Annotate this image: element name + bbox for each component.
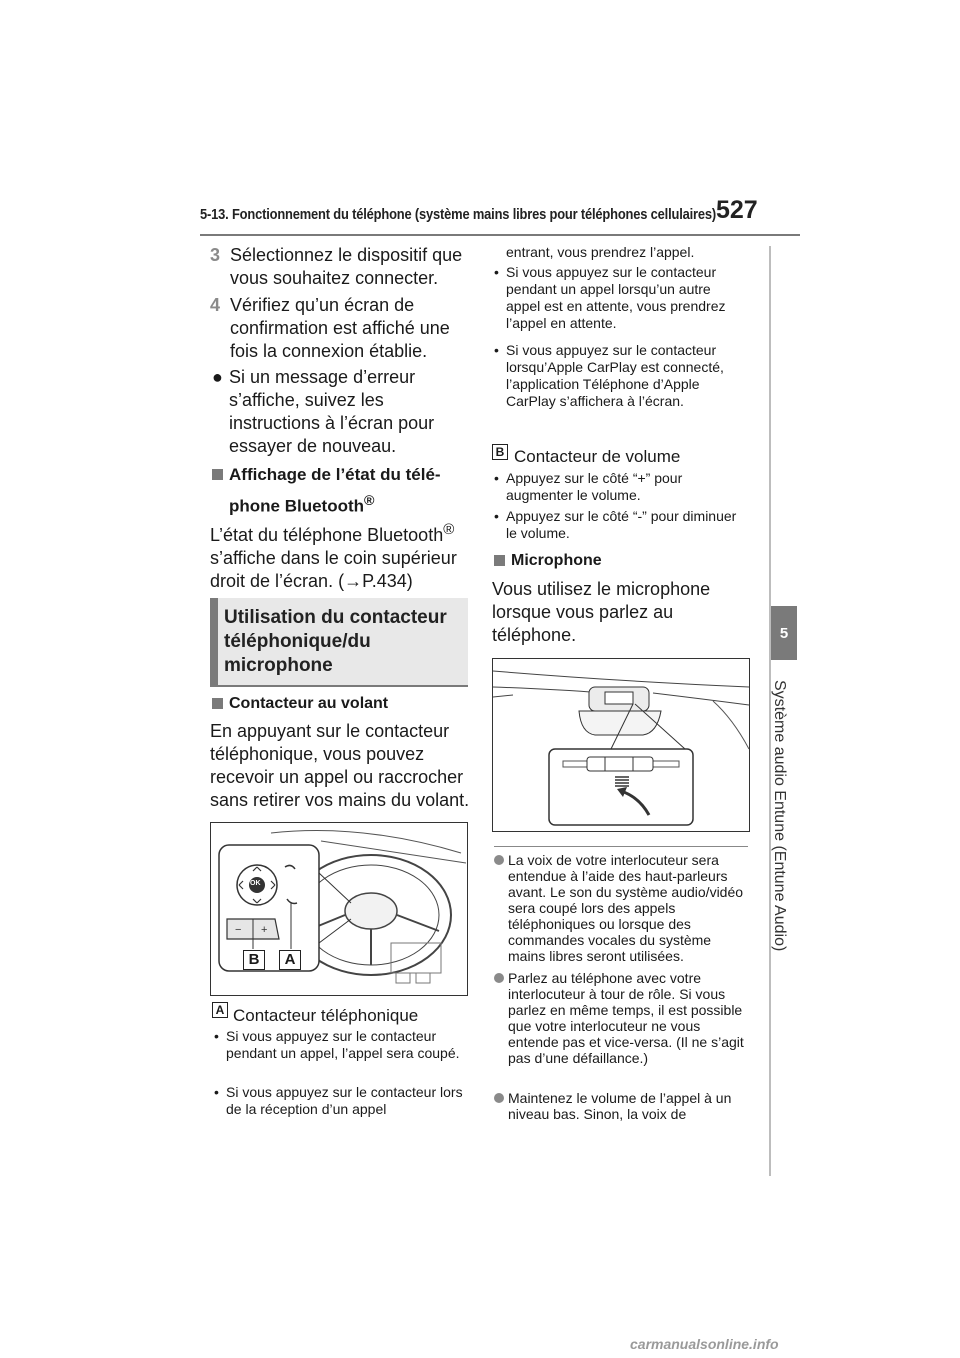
page-number: 527 xyxy=(716,196,758,224)
svg-text:−: − xyxy=(235,924,242,936)
chapter-number: 5 xyxy=(779,625,789,642)
volume-switch-heading: Contacteur de volume xyxy=(514,447,681,466)
illustration-label-a: A xyxy=(279,950,301,970)
phone-switch-heading: Contacteur téléphonique xyxy=(233,1006,419,1025)
illustration-label-b: B xyxy=(243,950,265,970)
label-a: A xyxy=(212,1002,228,1018)
ok-button-label: OK xyxy=(250,880,261,887)
section-title: Utilisation du contacteur téléphonique/du microphone xyxy=(224,607,447,676)
bluetooth-status-paragraph: L’état du téléphone Bluetooth® s’affiche dans le coin supérieur droit de l’écran. (→P.434) xyxy=(210,521,457,591)
steering-switch-paragraph: En appuyant sur le contacteur téléphonique, vous pouvez recevoir un appel ou raccrocher sans retirer vos mains du volant. xyxy=(210,721,470,810)
notes-rule xyxy=(494,846,748,847)
microphone-drawing xyxy=(493,659,749,831)
label-b: B xyxy=(492,444,508,460)
header-rule xyxy=(200,234,800,236)
svg-text:+: + xyxy=(261,924,268,936)
microphone-paragraph: Vous utilisez le microphone lorsque vous parlez au téléphone. xyxy=(492,579,711,645)
running-header: 5-13. Fonctionnement du téléphone (système mains libres pour téléphones cellulaires) xyxy=(200,206,717,223)
watermark: carmanualsonline.info xyxy=(630,1336,779,1352)
section-heading-box xyxy=(210,598,468,687)
chapter-label: Système audio Entune (Entune Audio) xyxy=(771,680,788,952)
microphone-illustration xyxy=(492,658,750,832)
steering-wheel-illustration xyxy=(210,822,468,996)
